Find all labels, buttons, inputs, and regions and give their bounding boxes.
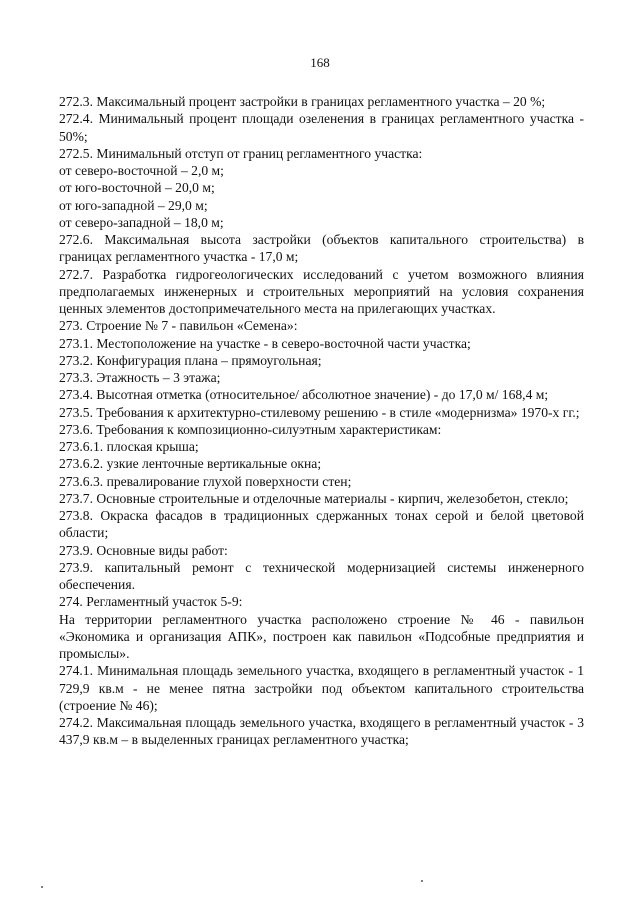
paragraph: 273.9. Основные виды работ:	[59, 542, 228, 558]
page-number: 168	[310, 55, 330, 70]
paragraph: 272.4. Минимальный процент площади озеленения в границах регламентного участка - 50%;	[59, 111, 584, 144]
paragraph: На территории регламентного участка расположено строение № 46 - павильон «Экономика и организация АПК», построен как павильон «Подсобные предприятия и промыслы».	[59, 611, 584, 661]
paragraph: 273.9. капитальный ремонт с технической модернизацией системы инженерного обеспечения.	[59, 559, 584, 592]
paragraph: 274. Регламентный участок 5-9:	[59, 594, 243, 610]
paragraph: 272.7. Разработка гидрогеологических исследований с учетом возможного влияния предполагаемых инженерных и строительных мероприятий на условия сохранения ценных элементов достопримечательного места на прилегающих участках.	[59, 266, 584, 316]
paragraph: 273.7. Основные строительные и отделочные материалы - кирпич, железобетон, стекло;	[59, 490, 569, 506]
paragraph: 273.6. Требования к композиционно-силуэтным характеристикам:	[59, 421, 442, 437]
paragraph: 272.5. Минимальный отступ от границ регламентного участка:	[59, 145, 423, 161]
paragraph: от юго-западной – 29,0 м;	[59, 197, 208, 213]
paragraph: 273.3. Этажность – 3 этажа;	[59, 370, 221, 385]
paragraph: 273. Строение № 7 - павильон «Семена»:	[59, 318, 298, 334]
scan-speck	[41, 886, 43, 888]
paragraph: 272.3. Максимальный процент застройки в границах регламентного участка – 20 %;	[59, 94, 546, 109]
paragraph: 273.2. Конфигурация плана – прямоугольная;	[59, 352, 322, 368]
paragraph: 273.6.1. плоская крыша;	[59, 439, 199, 454]
paragraph: 272.6. Максимальная высота застройки (объектов капитального строительства) в границах регламентного участка - 17,0 м;	[59, 232, 584, 265]
paragraph: 273.5. Требования к архитектурно-стилевому решению - в стиле «модернизма» 1970-х гг.;	[59, 404, 580, 420]
paragraph: 274.2. Максимальная площадь земельного участка, входящего в регламентный участок - 3 437,9 кв.м – в выделенных границах регламентного участка;	[59, 715, 584, 748]
paragraph: от юго-восточной – 20,0 м;	[59, 180, 215, 196]
paragraph: 273.6.2. узкие ленточные вертикальные окна;	[59, 456, 322, 472]
paragraph: 273.8. Окраска фасадов в традиционных сдержанных тонах серой и белой цветовой области;	[59, 508, 584, 541]
scan-speck	[421, 880, 423, 882]
paragraph: от северо-западной – 18,0 м;	[59, 214, 224, 230]
paragraph: 274.1. Минимальная площадь земельного участка, входящего в регламентный участок - 1 729,9 кв.м - не менее пятна застройки под объектом капитального строительства (строение № 46);	[59, 663, 584, 713]
paragraph: 273.1. Местоположение на участке - в северо-восточной части участка;	[59, 335, 471, 351]
paragraph: 273.6.3. превалирование глухой поверхности стен;	[59, 473, 352, 489]
document-body	[59, 93, 584, 749]
paragraph: 273.4. Высотная отметка (относительное/ абсолютное значение) - до 17,0 м/ 168,4 м;	[59, 387, 549, 403]
paragraph: от северо-восточной – 2,0 м;	[59, 163, 224, 178]
